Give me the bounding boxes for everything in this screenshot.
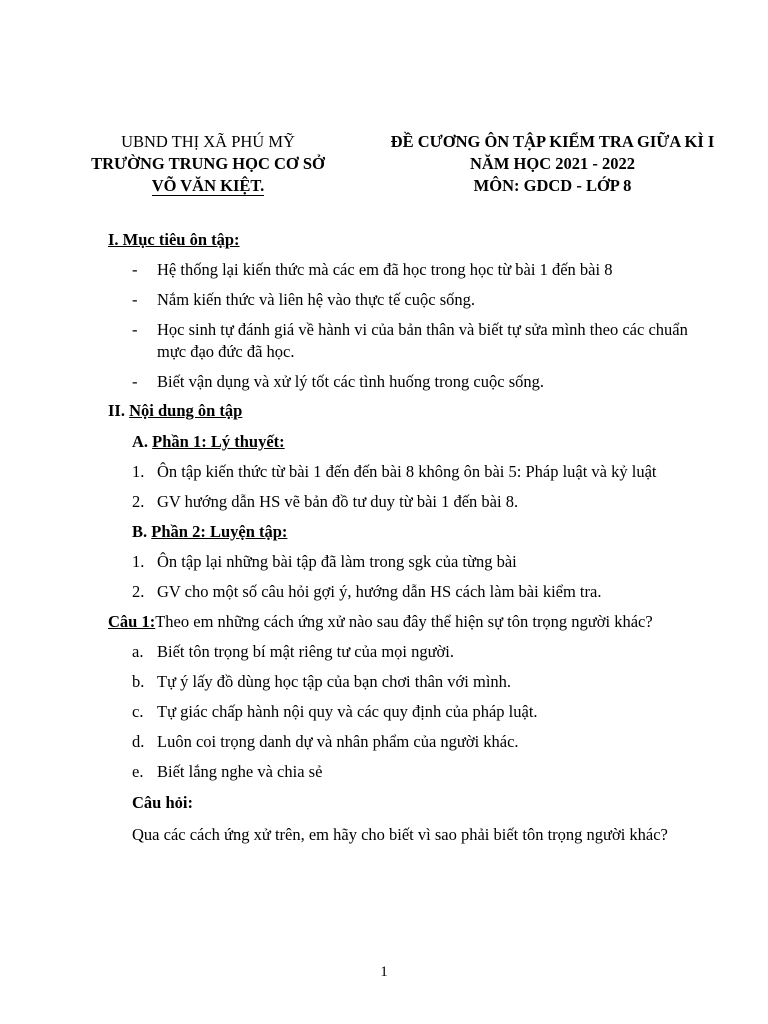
header-right-line-2: NĂM HỌC 2021 - 2022 <box>470 154 635 173</box>
answer-option <box>108 701 708 723</box>
question-1-text: Theo em những cách ứng xử nào sau đây thể hiện sự tôn trọng người khác? <box>155 612 653 631</box>
list-item-text: Hệ thống lại kiến thức mà các em đã học trong học từ bài 1 đến bài 8 <box>157 260 613 279</box>
exam-header <box>365 131 740 197</box>
list-number: 1. <box>132 552 145 571</box>
option-text: Tự ý lấy đồ dùng học tập của bạn chơi thân với mình. <box>157 672 512 691</box>
list-item-text: Nắm kiến thức và liên hệ vào thực tế cuộc sống. <box>157 290 475 309</box>
option-text: Tự giác chấp hành nội quy và các quy định của pháp luật. <box>157 702 538 721</box>
list-number: 2. <box>132 582 145 601</box>
list-item-text: GV cho một số câu hỏi gợi ý, hướng dẫn HS cách làm bài kiểm tra. <box>157 582 602 601</box>
part-b-title: Phần 2: Luyện tập: <box>151 522 288 541</box>
header-left-line-2: TRƯỜNG TRUNG HỌC CƠ SỞ <box>91 154 325 173</box>
list-item <box>108 371 708 393</box>
section-2-heading <box>108 400 708 422</box>
list-number: 2. <box>132 492 145 511</box>
option-text: Biết lắng nghe và chia sẻ <box>157 762 323 781</box>
header-right-line-1: ĐỀ CƯƠNG ÔN TẬP KIỂM TRA GIỮA KÌ I <box>390 132 715 151</box>
answer-option <box>108 671 708 693</box>
part-b-heading <box>132 521 708 543</box>
option-letter: c. <box>132 702 144 721</box>
list-item <box>108 581 708 603</box>
list-item <box>108 461 708 483</box>
section-1-title: I. Mục tiêu ôn tập: <box>108 230 240 249</box>
option-text: Biết tôn trọng bí mật riêng tư của mọi người. <box>157 642 454 661</box>
part-a-heading <box>132 431 708 453</box>
part-b-letter: B. <box>132 522 152 541</box>
list-number: 1. <box>132 462 145 481</box>
question-1-label: Câu 1: <box>108 612 156 631</box>
header-left-line-3: VÕ VĂN KIỆT. <box>151 176 265 195</box>
list-item <box>108 259 708 281</box>
dash-bullet: - <box>132 320 138 339</box>
list-item <box>108 551 708 573</box>
list-item-text: GV hướng dẫn HS vẽ bản đồ tư duy từ bài 1 đến bài 8. <box>157 492 519 511</box>
dash-bullet: - <box>132 290 138 309</box>
option-letter: b. <box>132 672 145 691</box>
sub-question-text <box>132 824 708 846</box>
section-1-heading <box>108 229 708 251</box>
option-letter: a. <box>132 642 144 661</box>
dash-bullet: - <box>132 372 138 391</box>
option-letter: d. <box>132 732 145 751</box>
question-1 <box>108 611 708 633</box>
header-right-line-3: MÔN: GDCD - LỚP 8 <box>473 176 632 195</box>
sub-question-body: Qua các cách ứng xử trên, em hãy cho biết vì sao phải biết tôn trọng người khác? <box>132 825 668 844</box>
answer-option <box>108 731 708 753</box>
header-left-line-1: UBND THỊ XÃ PHÚ MỸ <box>121 132 295 151</box>
option-letter: e. <box>132 762 144 781</box>
list-item-text: Biết vận dụng và xử lý tốt các tình huống trong cuộc sống. <box>157 372 545 391</box>
list-item <box>108 491 708 513</box>
section-2-number: II. <box>108 401 130 420</box>
list-item <box>108 289 708 311</box>
part-a-letter: A. <box>132 432 153 451</box>
list-item-text: Ôn tập lại những bài tập đã làm trong sgk của từng bài <box>157 552 517 571</box>
dash-bullet: - <box>132 260 138 279</box>
list-item <box>108 319 708 363</box>
section-2-title: Nội dung ôn tập <box>129 401 243 420</box>
answer-option <box>108 641 708 663</box>
page-number: 1 <box>380 964 388 980</box>
document-body <box>108 229 708 846</box>
sub-question-label: Câu hỏi: <box>132 793 193 812</box>
school-header <box>62 131 354 197</box>
list-item-text: Ôn tập kiến thức từ bài 1 đến đến bài 8 không ôn bài 5: Pháp luật và kỷ luật <box>157 462 657 481</box>
answer-option <box>108 761 708 783</box>
option-text: Luôn coi trọng danh dự và nhân phẩm của người khác. <box>157 732 519 751</box>
part-a-title: Phần 1: Lý thuyết: <box>152 432 285 451</box>
list-item-text: Học sinh tự đánh giá về hành vi của bản thân và biết tự sửa mình theo các chuẩn mực đạo đức đã học. <box>157 320 688 361</box>
